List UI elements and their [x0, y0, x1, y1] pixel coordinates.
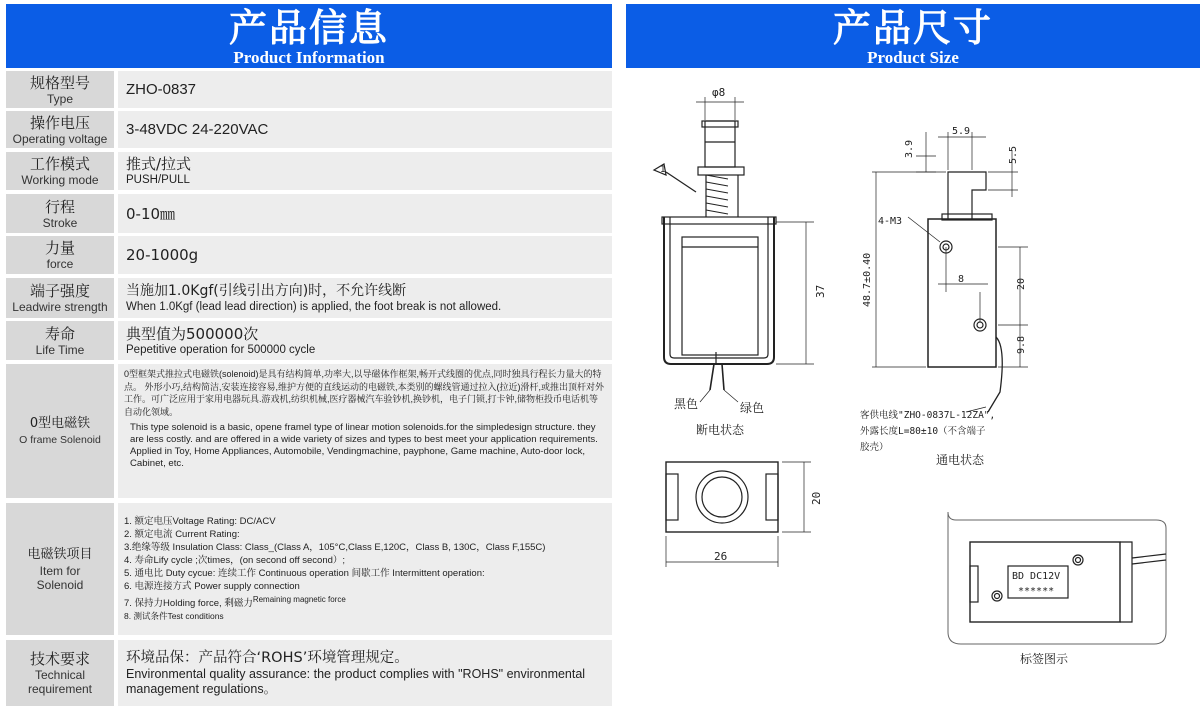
dim-8: 8: [958, 274, 965, 285]
spec-row-type: [6, 71, 612, 108]
spec-row-voltage: [6, 111, 612, 148]
spec-value: 环境品保：产品符合‘ROHS’环境管理规定。 Environmental quality assurance: the product complies with "ROHS" environmental management regulations。: [118, 640, 612, 706]
wire-note-line2: 外露长度L=80±10（不含端子: [860, 426, 986, 437]
spec-label: 操作电压 Operating voltage: [6, 111, 114, 148]
dim-20: 20: [810, 491, 823, 505]
item-line: 7. 保持力Holding force, 剩磁力$^{Remaining magnetic force}$: [124, 594, 346, 610]
spec-value: 20-1000g: [118, 236, 612, 274]
wire-black-label: 黑色: [674, 397, 699, 411]
spec-label: 技术要求 Technical requirement: [6, 640, 114, 706]
banner-title-zh: 产品信息: [228, 6, 389, 50]
spec-row-o-frame: [6, 364, 612, 498]
dim-5-5: 5.5: [1008, 145, 1019, 164]
dimension-drawing: [626, 72, 1200, 711]
spec-value: 0-10㎜: [118, 194, 612, 233]
item-line: 5. 通电比 Duty cycue: 连续工作 Continuous operation 间歇工作 Intermittent operation:: [124, 567, 485, 579]
spec-label: 工作模式 Working mode: [6, 152, 114, 190]
remaining-magnetic-force: Remaining magnetic force: [252, 594, 346, 604]
product-information-banner: [6, 4, 612, 68]
spec-value: 推式/拉式 PUSH/PULL: [118, 152, 612, 190]
spec-label: 0型电磁铁 O frame Solenoid: [6, 364, 114, 498]
dim-9-8: 9.8: [1016, 335, 1027, 354]
item-line: 4. 寿命Lify cycle ;次times，(on second off second）;: [124, 554, 346, 566]
spec-label: 力量 force: [6, 236, 114, 274]
banner-title-en: Product Size: [867, 48, 959, 67]
front-view-off: [654, 97, 814, 402]
product-size-banner: [626, 4, 1200, 68]
label-diagram-title: 标签图示: [1020, 652, 1069, 666]
dim-5-9: 5.9: [952, 126, 971, 137]
label-stars: ******: [1018, 586, 1055, 597]
side-view-on: [872, 132, 1028, 412]
item-line: 2. 额定电流 Current Rating:: [124, 528, 240, 540]
dim-phi8: φ8: [712, 86, 726, 99]
spec-row-force: [6, 236, 612, 274]
banner-title-en: Product Information: [233, 48, 385, 67]
spec-value: [118, 503, 612, 635]
spec-label: 电磁铁项目 Item for Solenoid: [6, 503, 114, 635]
plunger: [705, 121, 735, 167]
dim-20-side: 20: [1016, 277, 1027, 290]
spec-label: 行程 Stroke: [6, 194, 114, 233]
banner-title-zh: 产品尺寸: [832, 6, 993, 50]
spec-value: 典型值为500000次 Pepetitive operation for 500000 cycle: [118, 321, 612, 360]
dim-26: 26: [714, 550, 728, 563]
o-frame-desc-zh: 0型框架式推拉式电磁铁(solenoid)是具有结构简单,功率大,以导磁体作框架,畅开式线圈的优点,同时独具行程长力量大的特点。 外形小巧,结构简洁,安装连接容易,维护方便的直线运动的电磁铁,本类别的螺线管通过拉入(拉近)滑杆,或推出顶杆对外工作。可广泛应用于家用电器玩具.游戏机,纺织机械,医疗器械汽车验钞机,换钞机，电子门锁,打卡钟,储物柜投币电话机等自动化领域。: [124, 369, 605, 417]
bottom-view: [666, 462, 811, 567]
spec-value: ZHO-0837: [118, 71, 612, 108]
spec-row-solenoid-items: [6, 503, 612, 635]
state-on-label: 通电状态: [936, 453, 985, 467]
dim-37: 37: [814, 284, 827, 298]
spec-value: 3-48VDC 24-220VAC: [118, 111, 612, 148]
spec-value: 当施加1.0Kgf(引线引出方向)时，不允许线断 When 1.0Kgf (lead lead direction) is applied, the foot break is not allowed.: [118, 278, 612, 318]
spec-label: 端子强度 Leadwire strength: [6, 278, 114, 318]
item-line: 3.绝缘等级 Insulation Class: Class_(Class A，105°C,Class E,120C，Class B, 130C，Class F,155C): [124, 541, 546, 553]
spec-row-technical: [6, 640, 612, 706]
spec-label: 寿命 Life Time: [6, 321, 114, 360]
wire-note-line3: 胶壳）: [860, 442, 889, 453]
label-bd-dc12v: BD DC12V: [1012, 571, 1061, 582]
item-line: 8. 测试条件Test conditions: [124, 611, 224, 622]
spec-row-leadwire: [6, 278, 612, 318]
spec-row-working-mode: [6, 152, 612, 190]
item-line: 1. 额定电压Voltage Rating: DC/ACV: [124, 515, 276, 527]
state-off-label: 断电状态: [696, 423, 745, 437]
wire-green-label: 绿色: [740, 401, 765, 415]
svg-text:1: 1: [660, 165, 666, 175]
wire-note-line1: 客供电线"ZHO-0837L-12ZA",: [860, 410, 996, 421]
spec-row-stroke: [6, 194, 612, 233]
dim-48-7: 48.7±0.40: [862, 252, 873, 307]
spec-row-life-time: [6, 321, 612, 360]
spec-label: 规格型号 Type: [6, 71, 114, 108]
item-line: 6. 电源连接方式 Power supply connection: [124, 580, 300, 592]
spec-value: [118, 364, 612, 498]
o-frame-desc-en: This type solenoid is a basic, opene framel type of linear motion solenoids.for the simpledesign structure. they are less costly. and are offered in a wide variety of sizes and types to best meet your application requirements. Applied in Toy, Home Appliances, Automobile, Vendingmachine, payphone, Game machine, Auto-door lock, Cabinet, etc.: [130, 422, 598, 469]
dim-3-9: 3.9: [904, 139, 915, 158]
dim-4-m3: 4-M3: [878, 216, 903, 227]
